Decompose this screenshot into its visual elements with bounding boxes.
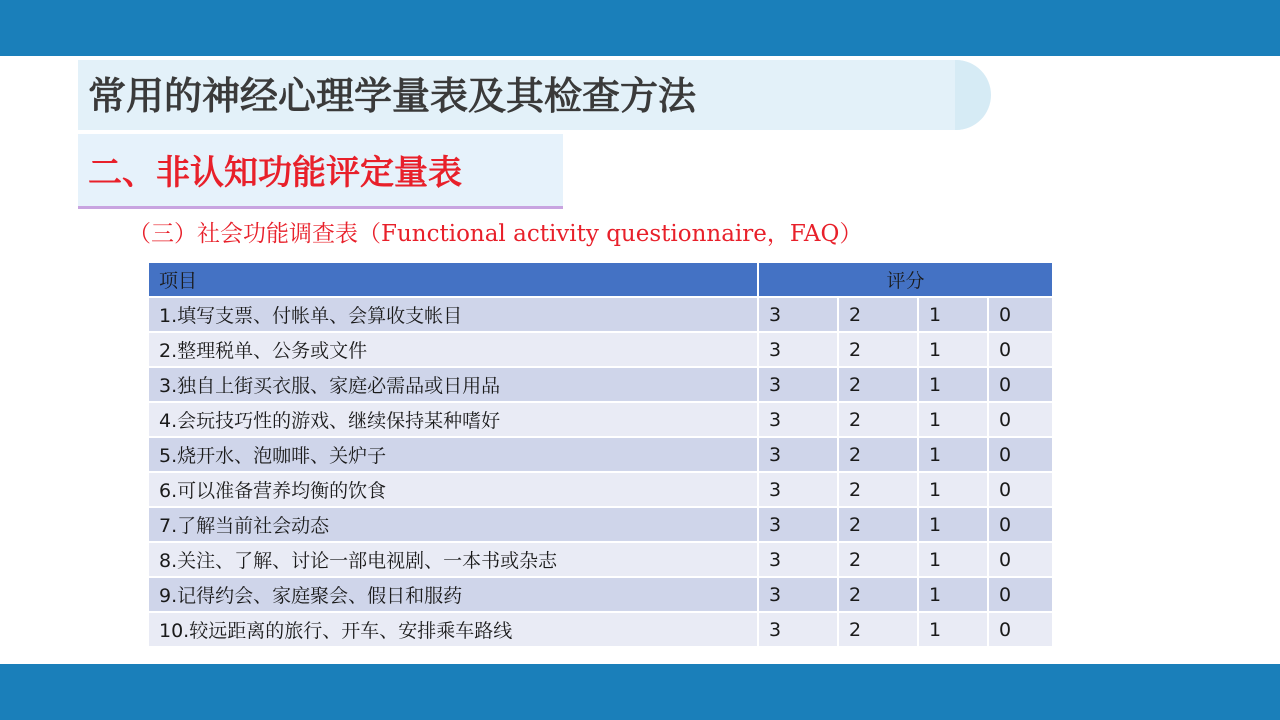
item-cell: 9.记得约会、家庭聚会、假日和服药 [148,577,758,612]
score-cell: 0 [988,297,1053,332]
score-cell: 1 [918,332,988,367]
table-body [148,297,1053,647]
score-cell: 0 [988,612,1053,647]
item-cell: 2.整理税单、公务或文件 [148,332,758,367]
score-cell: 3 [758,542,838,577]
item-cell: 7.了解当前社会动态 [148,507,758,542]
table-row [148,472,1053,507]
item-cell: 5.烧开水、泡咖啡、关炉子 [148,437,758,472]
score-cell: 3 [758,297,838,332]
score-cell: 2 [838,472,918,507]
score-cell: 2 [838,332,918,367]
section-heading: （三）社会功能调查表（Functional activity questionnaire，FAQ） [128,221,863,247]
score-cell: 1 [918,437,988,472]
score-cell: 3 [758,332,838,367]
score-cell: 0 [988,367,1053,402]
score-cell: 1 [918,542,988,577]
score-cell: 2 [838,542,918,577]
table-row [148,297,1053,332]
item-cell: 1.填写支票、付帐单、会算收支帐目 [148,297,758,332]
table-row [148,507,1053,542]
score-cell: 2 [838,367,918,402]
score-cell: 0 [988,507,1053,542]
slide-title: 常用的神经心理学量表及其检查方法 [88,74,697,118]
score-cell: 3 [758,437,838,472]
score-cell: 2 [838,577,918,612]
score-cell: 3 [758,612,838,647]
score-cell: 1 [918,402,988,437]
header-score: 评分 [758,262,1053,297]
score-cell: 3 [758,507,838,542]
table-row [148,612,1053,647]
score-cell: 1 [918,367,988,402]
table-row [148,542,1053,577]
item-cell: 10.较远距离的旅行、开车、安排乘车路线 [148,612,758,647]
score-cell: 2 [838,437,918,472]
score-cell: 0 [988,577,1053,612]
table-header-row [148,262,1053,297]
score-cell: 0 [988,542,1053,577]
item-cell: 6.可以准备营养均衡的饮食 [148,472,758,507]
item-cell: 8.关注、了解、讨论一部电视剧、一本书或杂志 [148,542,758,577]
score-cell: 1 [918,507,988,542]
score-cell: 2 [838,612,918,647]
score-cell: 3 [758,472,838,507]
top-banner [0,0,1280,56]
score-cell: 1 [918,472,988,507]
score-cell: 1 [918,297,988,332]
table-row [148,402,1053,437]
score-cell: 1 [918,612,988,647]
table-row [148,367,1053,402]
score-cell: 2 [838,402,918,437]
score-cell: 1 [918,577,988,612]
table-row [148,332,1053,367]
table-row [148,437,1053,472]
score-cell: 0 [988,332,1053,367]
item-cell: 4.会玩技巧性的游戏、继续保持某种嗜好 [148,402,758,437]
bottom-banner [0,664,1280,720]
score-cell: 0 [988,472,1053,507]
score-cell: 3 [758,367,838,402]
faq-table [147,261,1054,648]
score-cell: 3 [758,577,838,612]
slide-subtitle: 二、非认知功能评定量表 [88,153,462,193]
header-item: 项目 [148,262,758,297]
table-row [148,577,1053,612]
item-cell: 3.独自上街买衣服、家庭必需品或日用品 [148,367,758,402]
score-cell: 3 [758,402,838,437]
score-cell: 0 [988,402,1053,437]
score-cell: 2 [838,507,918,542]
title-band-end-cap [955,60,991,130]
score-cell: 0 [988,437,1053,472]
score-cell: 2 [838,297,918,332]
